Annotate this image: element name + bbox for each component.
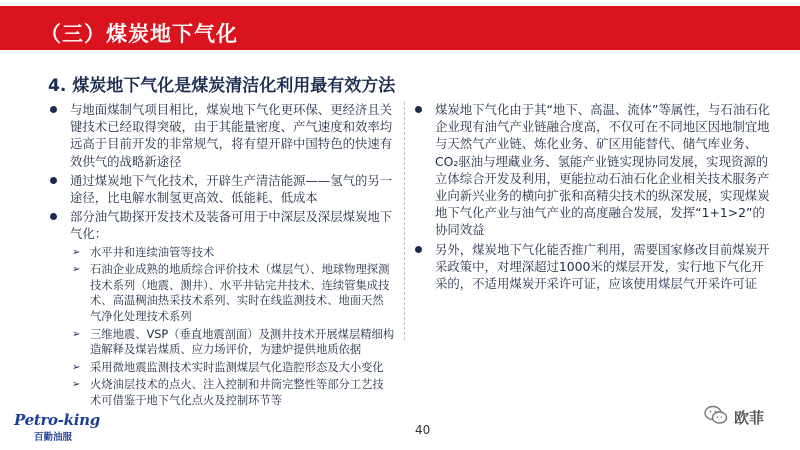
- watermark: [704, 405, 764, 429]
- bullet-dot-icon: [50, 213, 57, 220]
- bullet-dot-icon: [415, 246, 422, 253]
- logo-english: Petro-king: [14, 411, 100, 429]
- bullet-text: 与地面煤制气项目相比，煤炭地下气化更环保、更经济且关键技术已经取得突破，由于其能量密度、产气速度和效率均远高于目前开发的非常规气，将有望开辟中国特色的快速有效供气的战略新途径: [70, 102, 393, 169]
- bullet-item: [50, 208, 395, 242]
- arrow-bullet-icon: ➢: [72, 361, 81, 373]
- sub-bullet-item: [50, 377, 395, 408]
- column-divider: [404, 102, 405, 340]
- bullet-text: 部分油气勘探开发技术及装备可用于中深层及深层煤炭地下气化：: [70, 209, 393, 242]
- arrow-bullet-icon: ➢: [72, 328, 81, 340]
- sub-bullet-item: [50, 327, 395, 358]
- watermark-text: 欧菲: [734, 408, 765, 427]
- title-banner: [0, 6, 800, 50]
- company-logo: [14, 411, 100, 443]
- bullet-item: [415, 101, 770, 239]
- bullet-text: 煤炭地下气化由于其“地下、高温、流体”等属性，与石油石化企业现有油气产业链融合度高，不仅可在不同地区因地制宜地与天然气产业链、炼化业务、矿区用能替代、储气库业务、CO₂驱油与埋藏业务、氢能产业链实现协同发展，实现资源的立体综合开发及利用，更能拉动石油石化企业相关技术服务产业向新兴业务的横向扩张和高精尖技术的纵深发展，实现煤炭地下气化产业与油气产业的高度融合发展，发挥“1+1>2”的协同效益: [435, 102, 770, 238]
- arrow-bullet-icon: ➢: [72, 246, 81, 258]
- sub-bullet-text: 石油企业成熟的地质综合评价技术（煤层气）、地球物理探测技术系列（地震、测井）、水平井钻完井技术、连续管集成技术、高温稠油热采技术系列、实时在线监测技术、地面天然气净化处理技术系列: [90, 263, 390, 323]
- page-number: 40: [415, 423, 431, 437]
- sub-bullet-text: 采用微地震监测技术实时监测煤层气化造腔形态及大小变化: [90, 360, 384, 374]
- sub-bullet-text: 火烧油层技术的点火、注入控制和井筒完整性等部分工艺技术可借鉴于地下气化点火及控制环节等: [90, 378, 384, 407]
- left-column: [50, 101, 395, 411]
- right-column: [415, 101, 770, 294]
- arrow-bullet-icon: ➢: [72, 264, 81, 276]
- bullet-dot-icon: [415, 106, 422, 113]
- bullet-text: 另外，煤炭地下气化能否推广利用，需要国家修改目前煤炭开采政策中，对埋深超过1000米的煤层开发，实行地下气化开采的，不适用煤炭开采许可证，应该使用煤层气开采许可证: [435, 241, 770, 292]
- slide-heading: 4. 煤炭地下气化是煤炭清洁化利用最有效方法: [48, 76, 396, 96]
- section-title: （三）煤炭地下气化: [40, 22, 238, 46]
- bullet-dot-icon: [50, 177, 57, 184]
- bullet-item: [415, 241, 770, 293]
- sub-bullet-text: 水平井和连续油管等技术: [90, 245, 215, 259]
- bullet-item: [50, 172, 395, 206]
- bullet-item: [50, 101, 395, 170]
- wechat-icon: [704, 405, 728, 429]
- sub-bullet-text: 三维地震、VSP（垂直地震剖面）及测井技术开展煤层精细构造解释及煤岩煤质、应力场评价，为建炉提供地质依据: [90, 327, 395, 357]
- sub-bullet-item: [50, 360, 395, 376]
- sub-bullet-item: [50, 262, 395, 324]
- sub-bullet-item: [50, 245, 395, 261]
- bullet-text: 通过煤炭地下气化技术，开辟生产清洁能源——氢气的另一途径，比电解水制氢更高效、低能耗、低成本: [70, 172, 393, 206]
- arrow-bullet-icon: ➢: [72, 379, 81, 391]
- logo-chinese: 百勤油服: [34, 432, 73, 443]
- bullet-dot-icon: [50, 106, 57, 113]
